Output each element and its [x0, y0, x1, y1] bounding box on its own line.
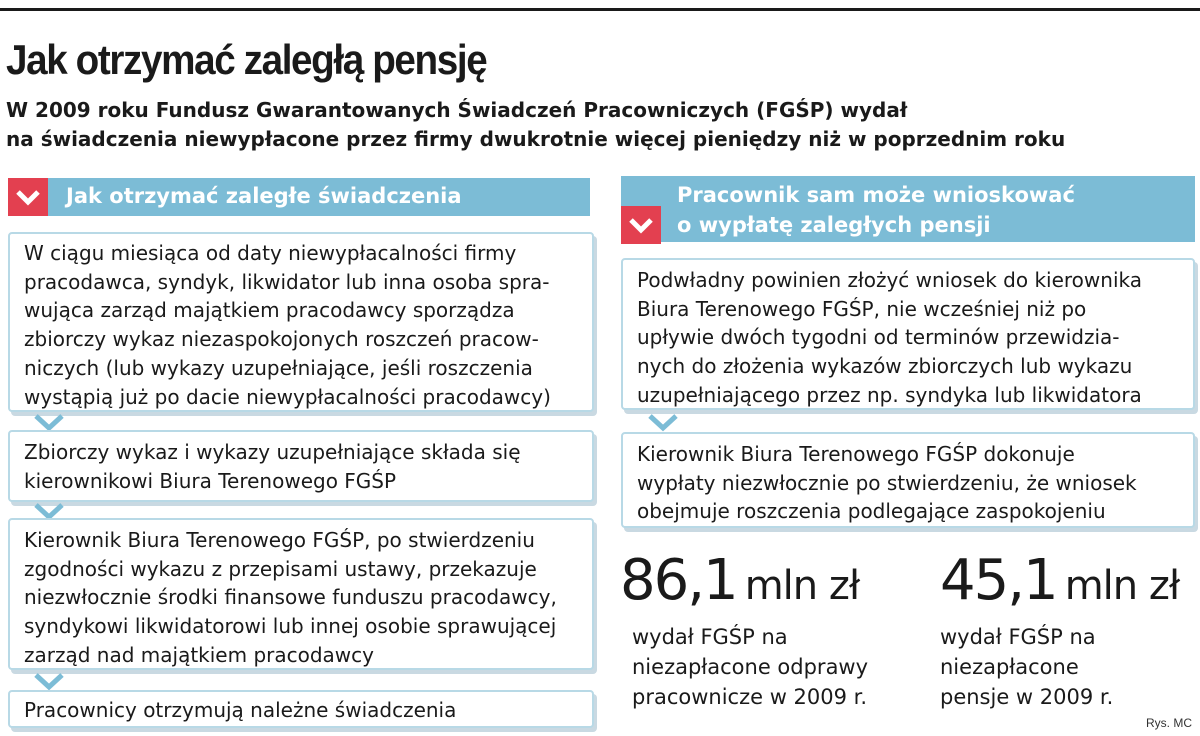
stat-value: [940, 548, 1179, 613]
step-line: nych do złożenia wykazów zbiorczych lub wykazu: [637, 354, 1133, 379]
stat-number: 86,1: [620, 548, 737, 613]
step-line: pracodawca, syndyk, likwidator lub inna osoba spra-: [24, 269, 550, 294]
page-title: Jak otrzymać zaległą pensję: [6, 36, 487, 83]
left-header-label: Jak otrzymać zaległe świadczenia: [66, 184, 462, 208]
chevron-down-icon: [621, 206, 661, 244]
stat-desc-line: niezapłacone: [940, 655, 1079, 679]
step-box: [8, 232, 594, 412]
step-line: W ciągu miesiąca od daty niewypłacalności firmy: [24, 241, 517, 265]
step-line: Podwładny powinien złożyć wniosek do kierownika: [637, 268, 1142, 292]
step-line: zarząd nad majątkiem pracodawcy: [24, 642, 374, 667]
stat-value: [620, 548, 859, 613]
stat-desc-line: wydał FGŚP na: [940, 625, 1096, 649]
step-line: obejmuje roszczenia podlegające zaspokojeniu: [637, 499, 1106, 524]
step-line: syndykowi likwidatorowi lub innej osobie sprawującej: [24, 614, 557, 639]
step-line: uzupełniającego przez np. syndyka lub likwidatora: [637, 382, 1142, 407]
credit: Rys. MC: [1146, 716, 1192, 730]
step-line: upływie dwóch tygodni od terminów przewidzia-: [637, 325, 1120, 350]
step-line: Zbiorczy wykaz i wykazy uzupełniające składa się: [24, 440, 521, 464]
down-arrow-icon: [32, 412, 66, 432]
step-line: wystąpią już po dacie niewypłacalności pracodawcy): [24, 384, 551, 409]
step-line: niczych (lub wykazy uzupełniające, jeśli roszczenia: [24, 355, 533, 380]
right-header-label: [677, 180, 1075, 240]
chevron-down-icon: [8, 178, 48, 216]
right-header: [621, 176, 1195, 242]
stat-desc-line: pracownicze w 2009 r.: [632, 685, 868, 709]
step-line: Biura Terenowego FGŚP, nie wcześniej niż po: [637, 296, 1087, 321]
stat-number: 45,1: [940, 548, 1057, 613]
step-line: zbiorczy wykaz niezaspokojonych roszczeń pracow-: [24, 327, 539, 352]
stat-description: [940, 622, 1113, 712]
step-line: wypłaty niezwłocznie po stwierdzeniu, że wniosek: [637, 470, 1137, 495]
step-box: [8, 690, 594, 728]
step-line: wująca zarząd majątkiem pracodawcy sporządza: [24, 298, 515, 323]
stat-unit: mln zł: [1064, 563, 1180, 609]
stat-desc-line: wydał FGŚP na: [632, 625, 788, 649]
stat-unit: mln zł: [744, 563, 860, 609]
left-header: [8, 178, 590, 216]
right-header-line: Pracownik sam może wnioskować: [677, 183, 1075, 207]
stat-desc-line: pensje w 2009 r.: [940, 685, 1114, 709]
down-arrow-icon: [32, 671, 66, 691]
right-header-line: o wypłatę zaległych pensji: [677, 213, 991, 237]
step-box: [621, 258, 1195, 410]
step-box: [621, 432, 1195, 528]
subtitle-line: W 2009 roku Fundusz Gwarantowanych Świadczeń Pracowniczych (FGŚP) wydał: [6, 98, 908, 122]
stat-desc-line: niezapłacone odprawy: [632, 655, 869, 679]
step-line: Kierownik Biura Terenowego FGŚP, po stwierdzeniu: [24, 528, 535, 552]
step-line: niezwłocznie środki finansowe funduszu pracodawcy,: [24, 585, 557, 610]
subtitle-line: na świadczenia niewypłacone przez firmy dwukrotnie więcej pieniędzy niż w poprzednim roku: [6, 127, 1066, 151]
stat-description: [632, 622, 868, 712]
down-arrow-icon: [646, 412, 680, 432]
step-line: Kierownik Biura Terenowego FGŚP dokonuje: [637, 442, 1075, 466]
top-rule: [0, 8, 1200, 11]
step-line: Pracownicy otrzymują należne świadczenia: [24, 698, 457, 722]
step-box: [8, 430, 594, 502]
step-line: zgodności wykazu z przepisami ustawy, przekazuje: [24, 556, 537, 581]
subtitle: [6, 96, 1196, 154]
step-box: [8, 518, 594, 670]
step-line: kierownikowi Biura Terenowego FGŚP: [24, 468, 397, 493]
